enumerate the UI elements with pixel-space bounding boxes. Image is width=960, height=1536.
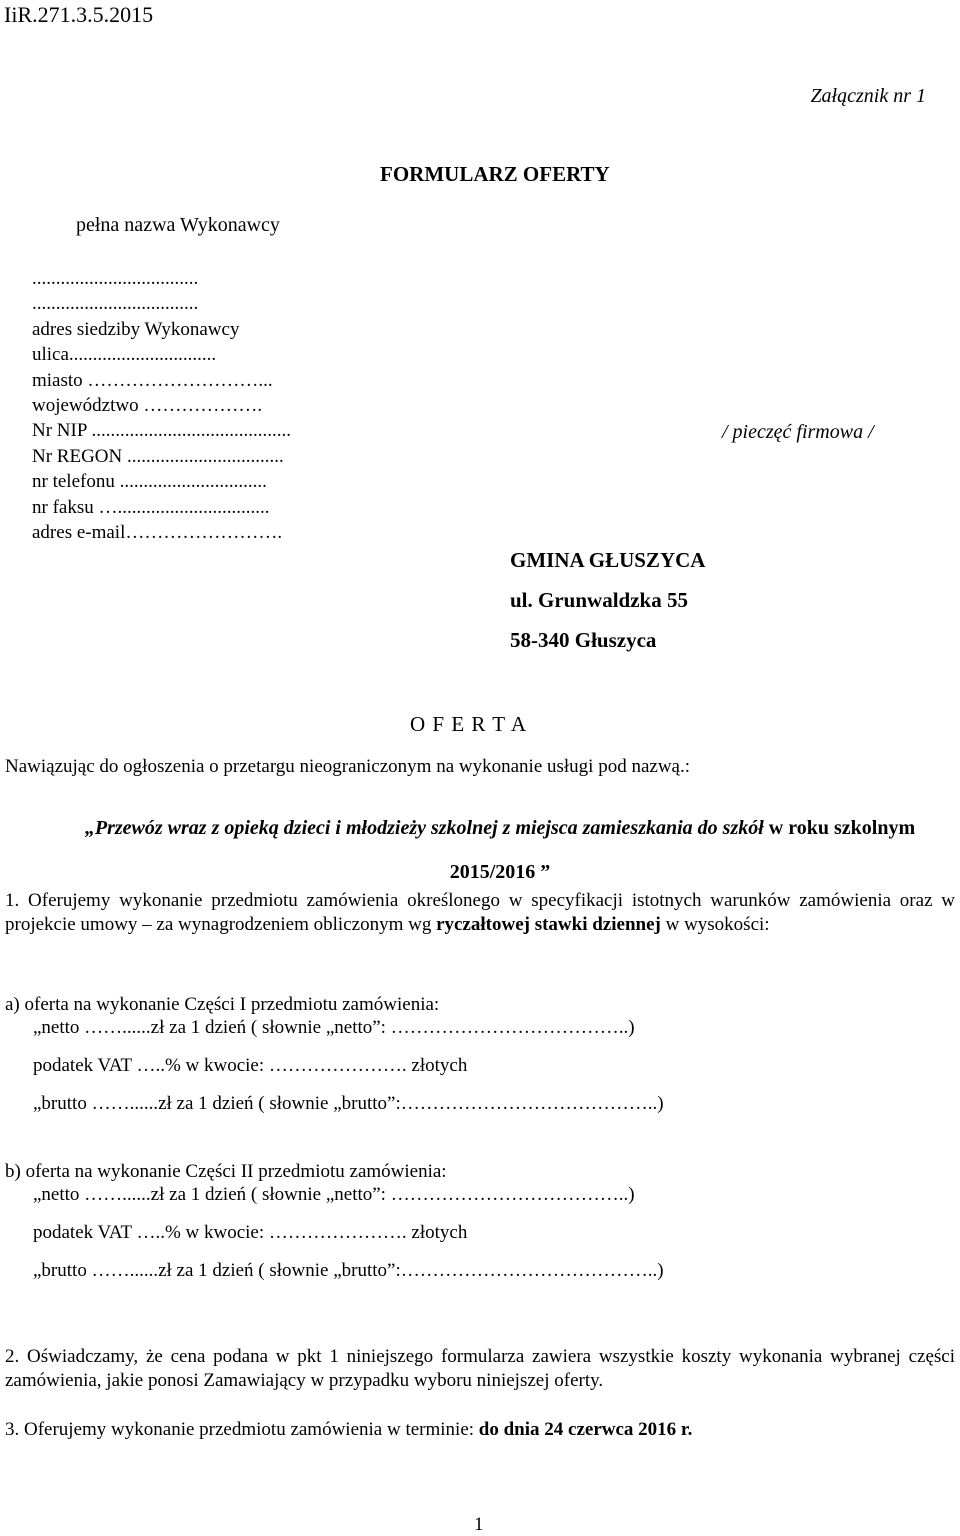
part-a-block bbox=[5, 994, 664, 1115]
vendor-street: ulica............................... bbox=[32, 344, 217, 366]
recipient-name: GMINA GŁUSZYCA bbox=[510, 548, 706, 572]
part-b-block bbox=[5, 1161, 664, 1282]
vendor-city: miasto ………………………... bbox=[32, 369, 273, 391]
offer-intro: Nawiązując do ogłoszenia o przetargu nieograniczonym na wykonanie usługi pod nazwą.: bbox=[5, 756, 691, 777]
company-stamp-label: / pieczęć firmowa / bbox=[722, 421, 874, 443]
point-1-text-end: w wysokości: bbox=[660, 914, 770, 935]
vendor-name-line-2: ................................... bbox=[32, 293, 199, 315]
vendor-name-line-1: ................................... bbox=[32, 268, 199, 289]
point-1-paragraph bbox=[5, 889, 955, 937]
offer-subject-italic: „Przewóz wraz z opieką dzieci i młodzieży szkolnej z miejsca zamieszkania do szkół bbox=[84, 817, 764, 839]
offer-subject bbox=[44, 806, 956, 894]
form-title: FORMULARZ OFERTY bbox=[380, 162, 610, 186]
part-b-title: b) oferta na wykonanie Części II przedmiotu zamówienia: bbox=[5, 1161, 447, 1182]
vendor-voivodeship: województwo ………………. bbox=[32, 395, 263, 417]
part-a-title: a) oferta na wykonanie Części I przedmiotu zamówienia: bbox=[5, 994, 440, 1015]
document-reference: IiR.271.3.5.2015 bbox=[4, 2, 154, 27]
part-b-brutto: „brutto ……......zł za 1 dzień ( słownie „brutto”:…………………………………..) bbox=[33, 1260, 664, 1281]
vendor-full-name-label: pełna nazwa Wykonawcy bbox=[76, 214, 280, 236]
vendor-fax: nr faksu …................................ bbox=[32, 496, 270, 518]
part-a-brutto: „brutto ……......zł za 1 dzień ( słownie „brutto”:…………………………………..) bbox=[33, 1093, 664, 1114]
vendor-nip: Nr NIP .......................................... bbox=[32, 420, 291, 442]
page-number: 1 bbox=[474, 1514, 484, 1535]
point-1-text: 1. Oferujemy wykonanie przedmiotu zamówienia określonego w specyfikacji istotnych warunków zamówienia oraz w projekcie umowy – za wynagrodzeniem obliczonym wg bbox=[5, 890, 955, 935]
recipient-street: ul. Grunwaldzka 55 bbox=[510, 588, 688, 612]
part-b-netto: „netto ……......zł za 1 dzień ( słownie „netto”: ………………………………..) bbox=[33, 1184, 635, 1205]
vendor-phone: nr telefonu ............................... bbox=[32, 471, 267, 493]
point-1-bold: ryczałtowej stawki dziennej bbox=[436, 914, 661, 935]
point-3-paragraph bbox=[5, 1419, 692, 1441]
recipient-postal: 58-340 Głuszyca bbox=[510, 628, 657, 652]
point-3-deadline: do dnia 24 czerwca 2016 r. bbox=[478, 1419, 693, 1440]
vendor-email: adres e-mail……………………. bbox=[32, 522, 283, 544]
offer-subject-plain: w roku szkolnym 2015/2016 ” bbox=[449, 817, 916, 883]
offer-heading: O F E R T A bbox=[410, 712, 528, 736]
attachment-label: Załącznik nr 1 bbox=[810, 85, 926, 107]
point-2-paragraph: 2. Oświadczamy, że cena podana w pkt 1 niniejszego formularza zawiera wszystkie koszty wykonania wybranej części zamówienia, jakie ponosi Zamawiający w przypadku wyboru niniejszej oferty. bbox=[5, 1346, 955, 1391]
recipient-address bbox=[510, 548, 705, 668]
part-a-netto: „netto ……......zł za 1 dzień ( słownie „netto”: ………………………………..) bbox=[33, 1017, 635, 1038]
point-3-text: 3. Oferujemy wykonanie przedmiotu zamówienia w terminie: bbox=[5, 1419, 479, 1440]
vendor-details-block bbox=[32, 266, 291, 545]
vendor-seat-label: adres siedziby Wykonawcy bbox=[32, 318, 240, 340]
part-b-vat: podatek VAT …..% w kwocie: …………………. złotych bbox=[33, 1222, 468, 1243]
part-a-vat: podatek VAT …..% w kwocie: …………………. złotych bbox=[33, 1055, 468, 1076]
vendor-regon: Nr REGON ................................. bbox=[32, 445, 284, 467]
